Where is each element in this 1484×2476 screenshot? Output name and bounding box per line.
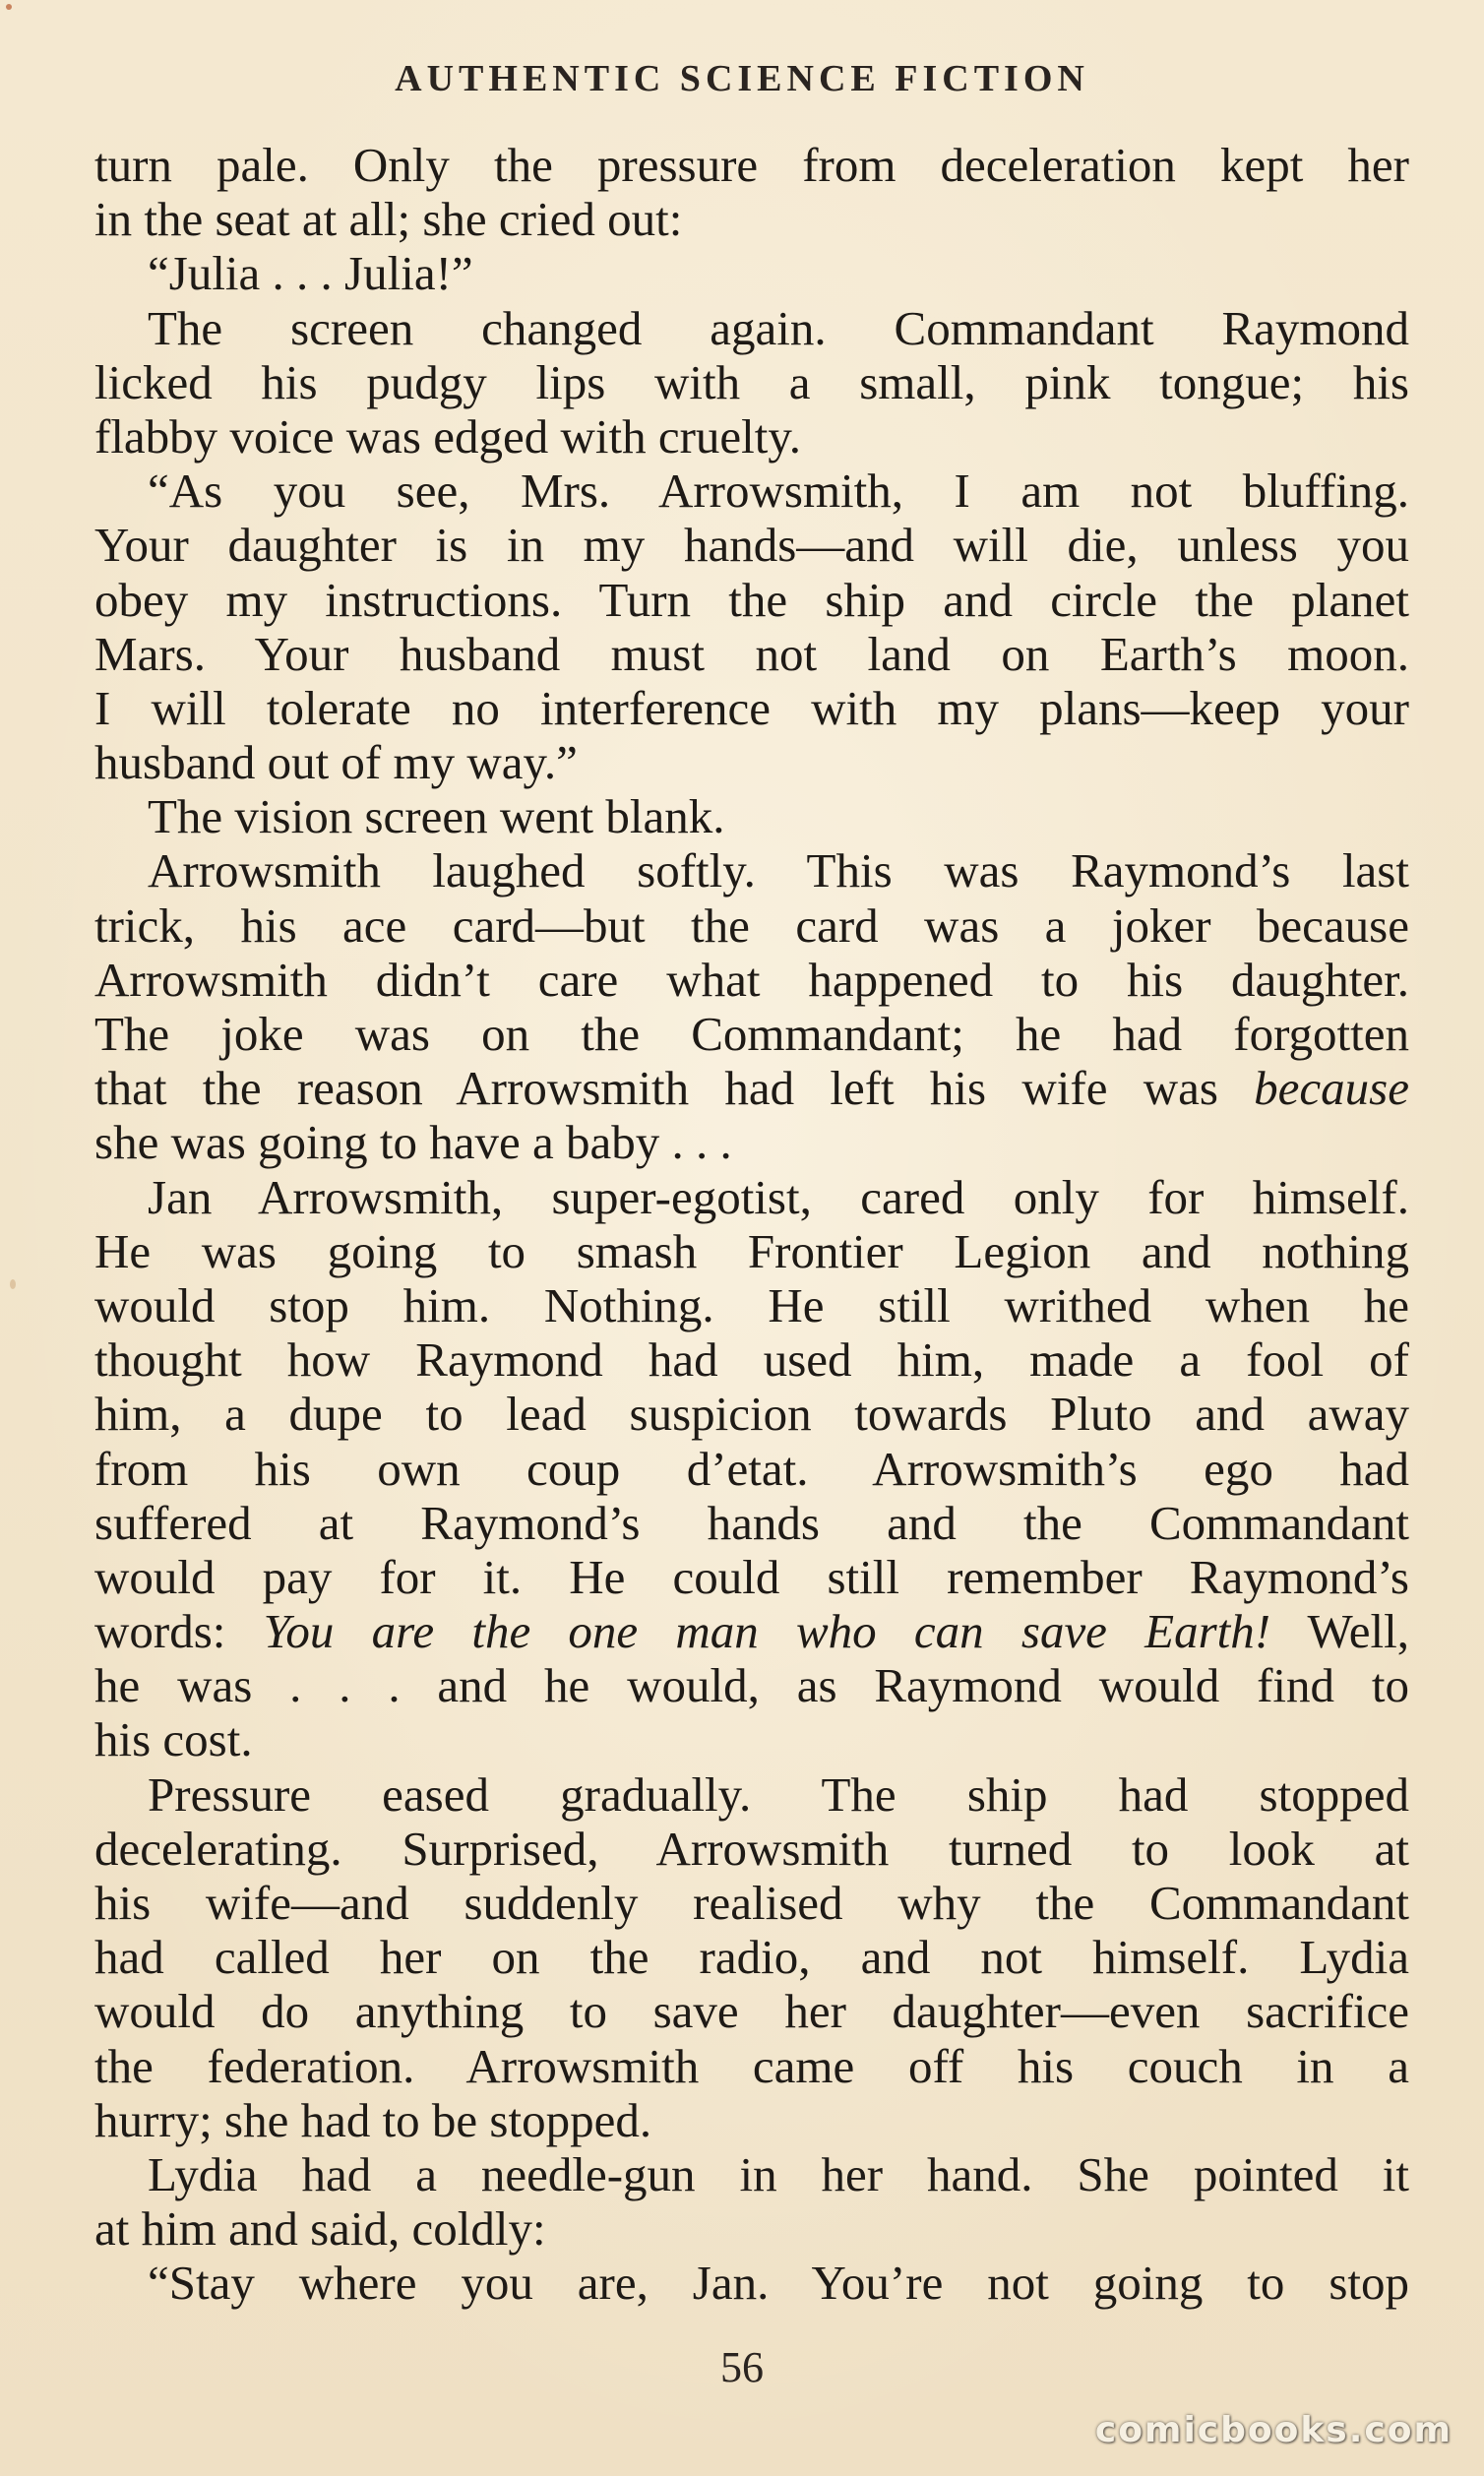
text-line: trick, his ace card—but the card was a joker because — [94, 898, 1409, 953]
italic-phrase: You are the one man who can save Earth! — [263, 1604, 1271, 1659]
text-line: “Stay where you are, Jan. You’re not going to stop — [148, 2256, 1409, 2311]
text-line: Your daughter is in my hands—and will die, unless you — [94, 518, 1409, 573]
text-line: I will tolerate no interference with my plans—keep your — [94, 680, 1409, 735]
text-line: would pay for it. He could still remember Raymond’s — [94, 1549, 1409, 1604]
text-line: words: You are the one man who can save Earth! Well, — [94, 1604, 1409, 1659]
text-line: The screen changed again. Commandant Raymond — [148, 300, 1409, 355]
text-line: Jan Arrowsmith, super-egotist, cared only for himself. — [148, 1169, 1409, 1224]
text-line: decelerating. Surprised, Arrowsmith turned to look at — [94, 1821, 1409, 1876]
text-line: hurry; she had to be stopped. — [94, 2092, 652, 2147]
text-line: Lydia had a needle-gun in her hand. She pointed it — [148, 2146, 1409, 2201]
text-line: would stop him. Nothing. He still writhed when he — [94, 1277, 1409, 1332]
text-line: from his own coup d’etat. Arrowsmith’s ego had — [94, 1441, 1409, 1496]
text-line: in the seat at all; she cried out: — [94, 192, 683, 247]
text-line: The vision screen went blank. — [148, 789, 725, 844]
text-line: He was going to smash Frontier Legion and nothing — [94, 1223, 1409, 1278]
text-line: Pressure eased gradually. The ship had stopped — [148, 1766, 1409, 1822]
text-line: flabby voice was edged with cruelty. — [94, 408, 801, 464]
text-line: Arrowsmith laughed softly. This was Raymond’s last — [148, 843, 1409, 898]
text-line: she was going to have a baby . . . — [94, 1115, 732, 1170]
body-text — [94, 138, 1409, 2311]
text-line: him, a dupe to lead suspicion towards Pluto and away — [94, 1387, 1409, 1442]
text-line: that the reason Arrowsmith had left his wife was because — [94, 1061, 1409, 1116]
text-line: his cost. — [94, 1712, 253, 1767]
text-line: “Julia . . . Julia!” — [148, 246, 473, 301]
text-line: thought how Raymond had used him, made a fool of — [94, 1332, 1409, 1388]
text-line: obey my instructions. Turn the ship and circle the planet — [94, 572, 1409, 627]
watermark-logo: comicbooks.com — [1094, 2410, 1453, 2450]
text-line: turn pale. Only the pressure from deceleration kept her — [94, 138, 1409, 192]
text-line: Arrowsmith didn’t care what happened to his daughter. — [94, 952, 1409, 1007]
text-line: husband out of my way.” — [94, 735, 578, 790]
text-line: his wife—and suddenly realised why the Commandant — [94, 1876, 1409, 1930]
text-line: licked his pudgy lips with a small, pink tongue; his — [94, 354, 1409, 409]
text-line: “As you see, Mrs. Arrowsmith, I am not bluffing. — [148, 464, 1409, 519]
italic-word: because — [1254, 1061, 1409, 1116]
paper-speck — [10, 1279, 16, 1289]
text-line: he was . . . and he would, as Raymond would find to — [94, 1658, 1409, 1713]
text-line: Mars. Your husband must not land on Earth’s moon. — [94, 626, 1409, 681]
text-line: at him and said, coldly: — [94, 2201, 546, 2257]
text-line: the federation. Arrowsmith came off his couch in a — [94, 2038, 1409, 2093]
text-line: would do anything to save her daughter—even sacrifice — [94, 1984, 1409, 2039]
page-number: 56 — [720, 2343, 764, 2391]
running-header: AUTHENTIC SCIENCE FICTION — [395, 58, 1089, 99]
paper-speck — [6, 4, 12, 10]
text-line: The joke was on the Commandant; he had forgotten — [94, 1007, 1409, 1061]
text-line: suffered at Raymond’s hands and the Commandant — [94, 1495, 1409, 1550]
text-line: had called her on the radio, and not himself. Lydia — [94, 1930, 1409, 1985]
